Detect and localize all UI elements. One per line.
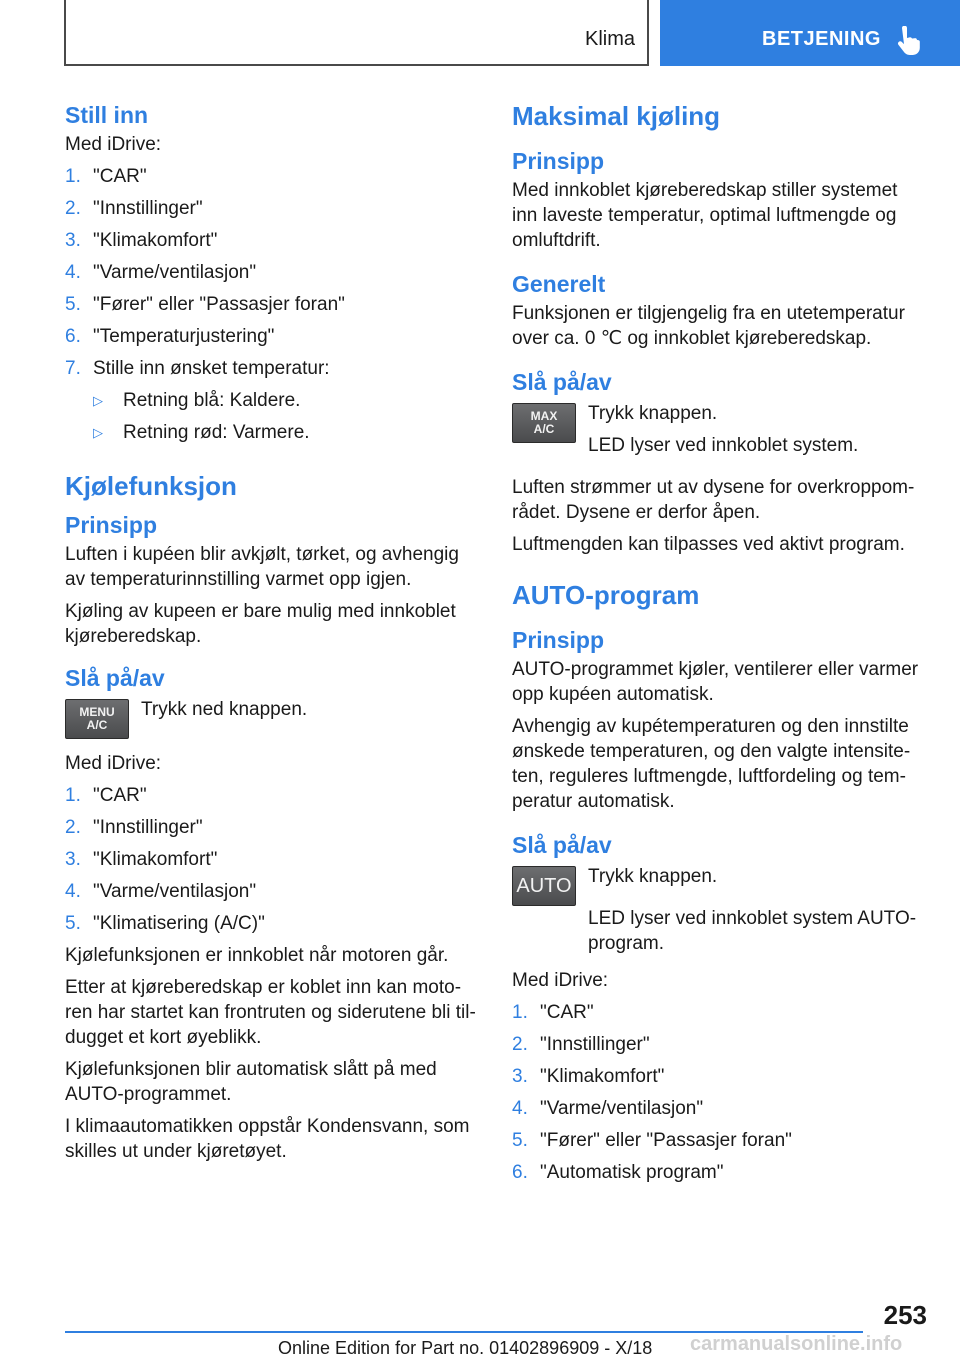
paragraph: Trykk knappen.	[588, 403, 718, 424]
paragraph: Etter at kjøreberedskap er koblet inn kan moto-ren har startet kan frontruten og siderutene bli til-dugget et kort øyeblikk.	[65, 977, 476, 1048]
paragraph: LED lyser ved innkoblet system.	[588, 435, 859, 456]
header-chapter-tab	[660, 0, 960, 66]
paragraph: I klimaautomatikken oppstår Kondensvann, som skilles ut under kjøretøyet.	[65, 1116, 470, 1162]
pointing-hand-icon	[894, 26, 920, 56]
kjole-steps	[65, 783, 480, 936]
list-item: 7. Stille inn ønsket temperatur: ▷ Retning blå: Kaldere. ▷ Retning rød: Varmere.	[65, 356, 480, 452]
heading-prinsipp: Prinsipp	[512, 148, 605, 174]
paragraph: Med iDrive:	[512, 970, 609, 991]
paragraph: Med iDrive:	[65, 753, 162, 774]
list-item: 3. "Klimakomfort"	[65, 849, 218, 870]
auto-steps	[512, 1000, 927, 1185]
paragraph: AUTO-programmet kjøler, ventilerer eller varmer opp kupéen automatisk.	[512, 659, 919, 705]
list-item: 3. "Klimakomfort"	[512, 1066, 665, 1087]
menu-ac-button-row	[65, 697, 480, 739]
heading-still-inn: Still inn	[65, 102, 149, 128]
temperature-sub-list	[65, 388, 480, 452]
sub-list-item: ▷ Retning blå: Kaldere.	[93, 390, 301, 411]
heading-auto-program: AUTO-program	[512, 580, 700, 610]
page-number: 253	[883, 1300, 927, 1330]
heading-sla-pa-av: Slå på/av	[65, 665, 165, 691]
header-section-title: Klima	[584, 28, 635, 50]
list-item: 4. "Varme/ventilasjon"	[512, 1098, 704, 1119]
paragraph: Trykk knappen.	[588, 866, 718, 887]
max-ac-button-image: MAX A/C	[512, 403, 576, 443]
paragraph: Kjølefunksjonen er innkoblet når motoren går.	[65, 945, 449, 966]
triangle-bullet-icon: ▷	[93, 393, 103, 408]
header-section-box	[64, 0, 649, 66]
list-item: 4. "Varme/ventilasjon"	[65, 262, 257, 283]
paragraph: Luftmengden kan tilpasses ved aktivt program.	[512, 534, 905, 555]
heading-prinsipp: Prinsipp	[65, 512, 158, 538]
paragraph: Trykk ned knappen.	[141, 699, 308, 720]
auto-button-row	[512, 864, 927, 906]
list-item: 2. "Innstillinger"	[512, 1034, 650, 1055]
still-inn-steps	[65, 164, 480, 452]
paragraph: LED lyser ved innkoblet system AUTO-program.	[588, 908, 917, 954]
heading-prinsipp: Prinsipp	[512, 627, 605, 653]
heading-sla-pa-av: Slå på/av	[512, 832, 612, 858]
heading-generelt: Generelt	[512, 271, 606, 297]
paragraph: Funksjonen er tilgjengelig fra en utetemperatur over ca. 0 ℃ og innkoblet kjøreberedskap.	[512, 303, 905, 349]
list-item: 4. "Varme/ventilasjon"	[65, 881, 257, 902]
still-inn-intro: Med iDrive:	[65, 134, 162, 155]
menu-ac-button-image: MENU A/C	[65, 699, 129, 739]
list-item: 6. "Automatisk program"	[512, 1162, 724, 1183]
header-chapter-title: BETJENING	[762, 28, 881, 50]
list-item: 5. "Klimatisering (A/C)"	[65, 913, 265, 934]
heading-kjolefunksjon: Kjølefunksjon	[65, 471, 237, 501]
watermark: carmanualsonline.info	[690, 1333, 903, 1355]
list-item: 1. "CAR"	[65, 785, 147, 806]
list-item: 6. "Temperaturjustering"	[65, 326, 275, 347]
list-item: 1. "CAR"	[65, 166, 147, 187]
footer-edition: Online Edition for Part no. 01402896909 - X/18	[278, 1338, 653, 1358]
paragraph: Med innkoblet kjøreberedskap stiller systemet inn laveste temperatur, optimal luftmengde og omluftdrift.	[512, 180, 898, 251]
max-ac-button-row	[512, 401, 927, 465]
auto-button-image: AUTO	[512, 866, 576, 906]
left-column	[65, 100, 480, 1171]
paragraph: Kjølefunksjonen blir automatisk slått på med AUTO-programmet.	[65, 1059, 437, 1105]
list-item: 2. "Innstillinger"	[65, 817, 203, 838]
paragraph: Luften i kupéen blir avkjølt, tørket, og avhengig av temperaturinnstilling varmet opp igjen.	[65, 544, 459, 590]
paragraph: Luften strømmer ut av dysene for overkroppom-rådet. Dysene er derfor åpen.	[512, 477, 915, 523]
paragraph: Avhengig av kupétemperaturen og den innstilte ønskede temperaturen, og den valgte intensite-ten, reguleres luftmengde, luftfordeling og tem-peratur automatisk.	[512, 716, 911, 812]
triangle-bullet-icon: ▷	[93, 425, 103, 440]
right-column	[512, 100, 927, 1192]
list-item: 2. "Innstillinger"	[65, 198, 203, 219]
list-item: 3. "Klimakomfort"	[65, 230, 218, 251]
list-item: 5. "Fører" eller "Passasjer foran"	[512, 1130, 792, 1151]
list-item: 5. "Fører" eller "Passasjer foran"	[65, 294, 345, 315]
paragraph: Kjøling av kupeen er bare mulig med innkoblet kjøreberedskap.	[65, 601, 456, 647]
list-item: 1. "CAR"	[512, 1002, 594, 1023]
heading-sla-pa-av: Slå på/av	[512, 369, 612, 395]
sub-list-item: ▷ Retning rød: Varmere.	[93, 422, 310, 443]
heading-maksimal-kjoling: Maksimal kjøling	[512, 101, 721, 131]
